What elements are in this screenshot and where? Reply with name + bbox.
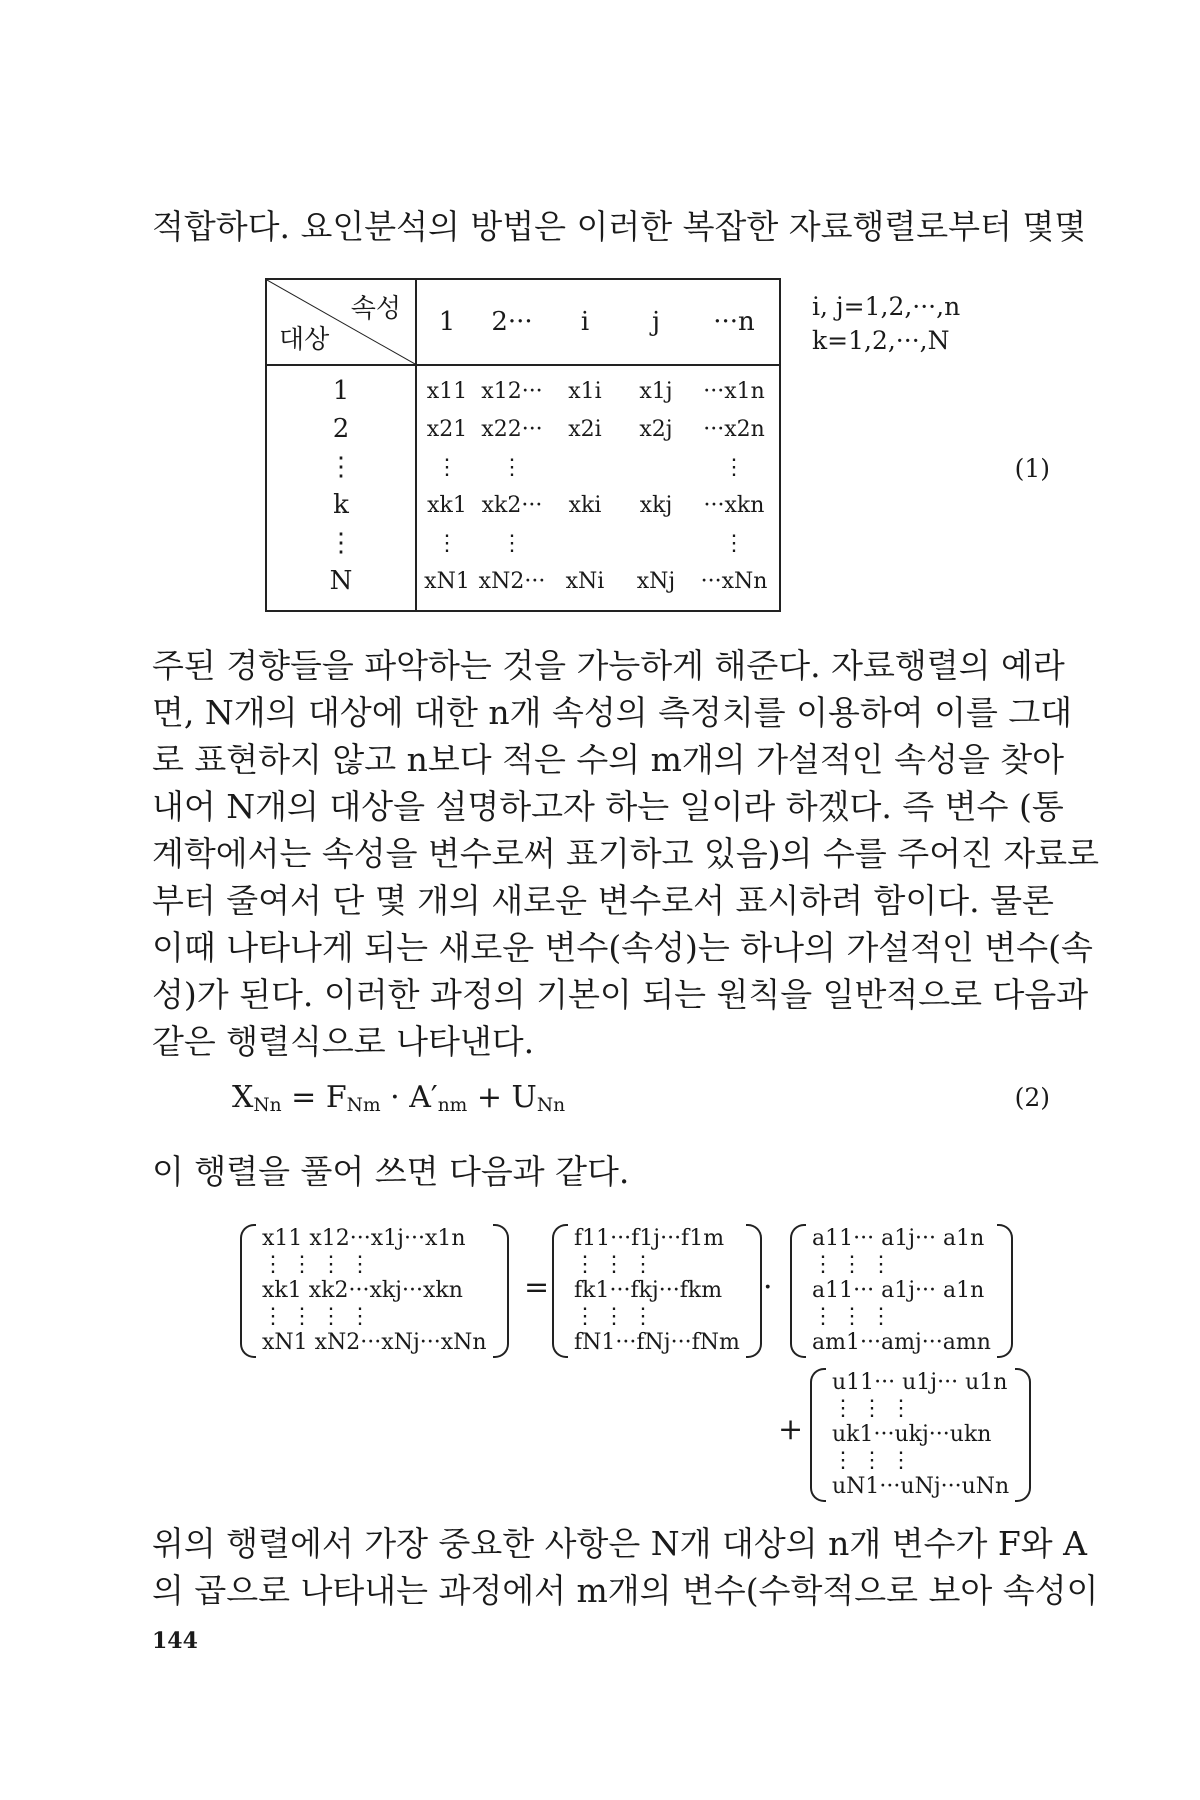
table-row <box>417 372 779 410</box>
eq-symbol: F <box>325 1080 347 1115</box>
text-line: 위의 행렬에서 가장 중요한 사항은 N개 대상의 n개 변수가 F와 A <box>152 1524 1087 1563</box>
matrix-row: ⋮ ⋮ ⋮ <box>574 1304 654 1329</box>
matrix-row: ⋮ ⋮ ⋮ ⋮ <box>262 1304 371 1329</box>
col-header: i <box>580 307 590 337</box>
table-cell: xk1 <box>427 492 467 518</box>
page-number: 144 <box>152 1628 198 1654</box>
object-label: 대상 <box>279 325 330 355</box>
table-cell: x2j <box>639 416 673 442</box>
col-header: 2··· <box>491 307 533 337</box>
row-label: N <box>329 566 353 596</box>
table-cell: x1i <box>568 378 602 404</box>
table-cell: ⋮ <box>501 454 523 480</box>
matrix-row: ⋮ ⋮ ⋮ <box>832 1448 912 1473</box>
table-cell: ⋮ <box>723 530 745 556</box>
dot-sign: · <box>763 1270 773 1305</box>
col-header: j <box>651 307 661 337</box>
index-note <box>812 290 960 358</box>
table-cell: ⋮ <box>501 530 523 556</box>
table-cell: x12··· <box>481 378 543 404</box>
table-cell: ⋮ <box>436 530 458 556</box>
table-cell: x2i <box>568 416 602 442</box>
index-note-line: i, j=1,2,···,n <box>812 292 961 321</box>
text-line: 성)가 된다. 이러한 과정의 기본이 되는 원칙을 일반적으로 다음과 <box>152 975 1089 1014</box>
matrix-f <box>552 1224 762 1358</box>
matrix-row: u11··· u1j··· u1n <box>832 1370 1008 1395</box>
text-line: 로 표현하지 않고 n보다 적은 수의 m개의 가설적인 속성을 찾아 <box>152 740 1065 779</box>
matrix-a <box>790 1224 1013 1358</box>
eq-symbol: U <box>511 1080 537 1115</box>
row-label: 1 <box>332 376 350 406</box>
table-corner-header <box>266 279 416 365</box>
table-cell: xNi <box>565 568 605 594</box>
eq-symbol: X <box>232 1080 254 1115</box>
table-body <box>416 365 780 611</box>
matrix-row: ⋮ ⋮ ⋮ <box>812 1304 892 1329</box>
row-label: ⋮ <box>328 452 354 482</box>
matrix-row: a11··· a1j··· a1n <box>812 1278 985 1303</box>
table-cell: ⋮ <box>436 454 458 480</box>
eq-subscript: Nn <box>253 1095 282 1116</box>
text-line: 이 행렬을 풀어 쓰면 다음과 같다. <box>152 1152 630 1191</box>
data-matrix-table <box>265 278 781 612</box>
table-row <box>417 562 779 600</box>
matrix-row: fN1···fNj···fNm <box>574 1330 740 1355</box>
text-line: 이때 나타나게 되는 새로운 변수(속성)는 하나의 가설적인 변수(속 <box>152 928 1093 967</box>
attribute-label: 속성 <box>350 294 401 324</box>
text-line: 부터 줄여서 단 몇 개의 새로운 변수로서 표시하려 함이다. 물론 <box>152 881 1054 920</box>
row-label: 2 <box>332 414 350 444</box>
table-cell: ···xkn <box>703 492 765 518</box>
eq-subscript: Nn <box>536 1095 566 1116</box>
eq-symbol: = <box>291 1080 317 1115</box>
eq-subscript: nm <box>437 1095 468 1116</box>
table-row <box>417 410 779 448</box>
index-note-line: k=1,2,···,N <box>812 326 950 355</box>
table-cell: xki <box>568 492 602 518</box>
paragraph-last <box>152 1520 1099 1614</box>
equation-number-2: (2) <box>1014 1083 1050 1112</box>
matrix-row: xk1 xk2···xkj···xkn <box>262 1278 463 1303</box>
equation-number-1: (1) <box>1014 454 1050 483</box>
table-cell: x1j <box>639 378 673 404</box>
table-row <box>417 448 779 486</box>
matrix-u <box>810 1368 1031 1502</box>
paragraph-expand <box>152 1148 1028 1195</box>
table-cell: xN2··· <box>478 568 546 594</box>
table-cell: ···x2n <box>703 416 765 442</box>
table-cell: xk2··· <box>481 492 543 518</box>
row-label: ⋮ <box>328 528 354 558</box>
text-line: 주된 경향들을 파악하는 것을 가능하게 해준다. 자료행렬의 예라 <box>152 646 1065 685</box>
matrix-row: uk1···ukj···ukn <box>832 1422 992 1447</box>
table-cell: x22··· <box>481 416 543 442</box>
matrix-row: x11 x12···x1j···x1n <box>262 1226 466 1251</box>
eq-symbol: · <box>390 1080 400 1115</box>
col-header: 1 <box>438 307 456 337</box>
matrix-row: a11··· a1j··· a1n <box>812 1226 985 1251</box>
matrix-row: ⋮ ⋮ ⋮ <box>832 1396 912 1421</box>
matrix-row: ⋮ ⋮ ⋮ <box>812 1252 892 1277</box>
table-cell: xkj <box>639 492 673 518</box>
matrix-row: ⋮ ⋮ ⋮ ⋮ <box>262 1252 371 1277</box>
table-row <box>417 524 779 562</box>
matrix-row: ⋮ ⋮ ⋮ <box>574 1252 654 1277</box>
paragraph-main <box>152 642 1100 1065</box>
paragraph-intro <box>152 203 1087 250</box>
table-cell: xNj <box>636 568 676 594</box>
text-line: 면, N개의 대상에 대한 n개 속성의 측정치를 이용하여 이를 그대 <box>152 693 1073 732</box>
matrix-row: uN1···uNj···uNn <box>832 1474 1010 1499</box>
table-cell: ···x1n <box>703 378 765 404</box>
text-line: 계학에서는 속성을 변수로써 표기하고 있음)의 수를 주어진 자료로 <box>152 834 1100 873</box>
matrix-row: am1···amj···amn <box>812 1330 991 1355</box>
eq-symbol: + <box>476 1080 502 1115</box>
column-header-row <box>416 279 780 365</box>
table-cell: ⋮ <box>723 454 745 480</box>
matrix-row: fk1···fkj···fkm <box>574 1278 723 1303</box>
matrix-x <box>240 1224 509 1358</box>
eq-symbol: A′ <box>409 1080 438 1115</box>
table-cell: x21 <box>426 416 468 442</box>
eq-subscript: Nm <box>346 1095 381 1116</box>
row-label: k <box>333 490 349 520</box>
text-line: 의 곱으로 나타내는 과정에서 m개의 변수(수학적으로 보아 속성이 <box>152 1571 1099 1610</box>
col-header: ···n <box>713 307 755 337</box>
matrix-row: f11···f1j···f1m <box>574 1226 725 1251</box>
text-line: 내어 N개의 대상을 설명하고자 하는 일이라 하겠다. 즉 변수 (통 <box>152 787 1064 826</box>
table-cell: xN1 <box>424 568 470 594</box>
equation-2 <box>232 1080 565 1116</box>
equals-sign: = <box>524 1270 550 1305</box>
row-label-column <box>266 365 416 611</box>
text-line: 같은 행렬식으로 나타낸다. <box>152 1022 535 1061</box>
matrix-row: xN1 xN2···xNj···xNn <box>262 1330 487 1355</box>
table-cell: ···xNn <box>700 568 768 594</box>
table-cell: x11 <box>426 378 468 404</box>
text-line: 적합하다. 요인분석의 방법은 이러한 복잡한 자료행렬로부터 몇몇 <box>152 207 1087 246</box>
plus-sign: + <box>778 1412 804 1447</box>
table-row <box>417 486 779 524</box>
